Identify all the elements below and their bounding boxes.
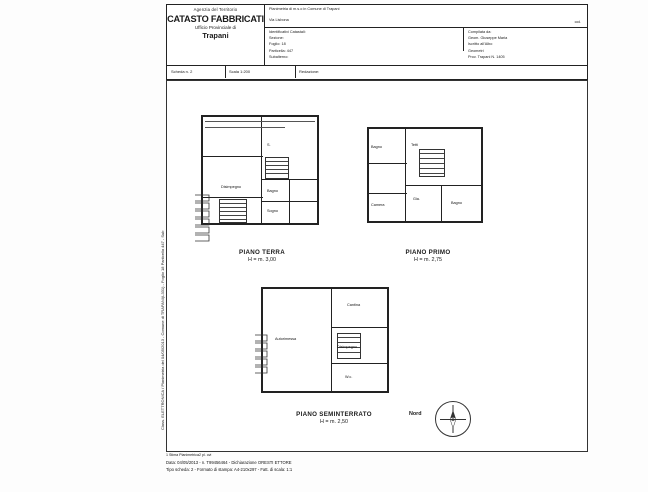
caption-piano-seminterrato — [259, 411, 409, 425]
identificativi-sezione: Sezione: — [269, 36, 284, 41]
caption-piano-primo — [365, 249, 491, 263]
room-label-tetti: Tetti — [411, 143, 418, 147]
room-label-bagno: Bagno — [267, 189, 278, 193]
room-label-bagno-primo: Bagno — [371, 145, 382, 149]
plan-piano-terra — [191, 101, 327, 241]
footer-date-line: Data: 04/05/2013 - n. T99456464 - Dichiarazione ORESTI ETTORE — [166, 460, 292, 465]
document-header — [166, 4, 588, 80]
redazione-label: Redazione: — [299, 69, 320, 74]
room-label-s: S. — [267, 143, 271, 147]
room-label-sogno: Sogno — [267, 209, 278, 213]
header-detail-block — [265, 5, 587, 65]
header-divider-horizontal — [265, 27, 587, 28]
plan-piano-seminterrato — [253, 281, 403, 405]
header-code-note: cod. — [574, 20, 581, 24]
room-label-autorimessa: Autorimessa — [275, 337, 297, 341]
compilatore-block — [468, 29, 507, 60]
footer-format-line: Tipo scheda: 2 - Formato di stampa: A4-210x297 - Fatt. di scala: 1:1 — [166, 467, 293, 472]
room-label-bagno2: Bagno — [451, 201, 462, 205]
room-label-disimpegno: Disimpegno — [221, 185, 242, 189]
header-address-line: Via Lisbona — [269, 18, 289, 22]
compass-needle-icon — [444, 410, 462, 428]
catasto-title: CATASTO FABBRICATI — [167, 14, 264, 24]
compass-label: Nord — [409, 411, 422, 417]
document-footer-notes — [166, 452, 586, 473]
office-label: Ufficio Provinciale di — [194, 25, 237, 30]
plan-piano-primo — [363, 123, 493, 241]
caption-text-primo: PIANO PRIMO — [405, 249, 451, 256]
room-label-camera: Camera — [371, 203, 385, 207]
room-label-wc: W.c. — [345, 375, 353, 379]
compilatore-name: Geom. Giuseppe Maria — [468, 36, 508, 41]
stairs-symbol — [265, 157, 289, 179]
header-subject-line: Planimetria di m.s.o in Comune di Trapani — [269, 7, 340, 11]
caption-text-seminterrato: PIANO SEMINTERRATO — [296, 411, 372, 418]
room-label-cantina: Cantina — [347, 303, 361, 307]
caption-height-primo: H = m. 2,75 — [413, 257, 442, 263]
caption-piano-terra — [199, 249, 325, 263]
header-footer-row — [167, 66, 587, 78]
room-label-gia: Gia. — [413, 197, 420, 201]
compilatore-geometri: Geometri — [468, 48, 484, 53]
compilatore-albo: Iscritto all'Albo — [468, 42, 493, 47]
scheda-number: Scheda n. 2 — [171, 69, 193, 74]
footer-scale-note: 1 Stima Planimetrica2 pl. ovi — [166, 453, 212, 457]
interior-stairs — [219, 199, 247, 223]
footer-divider-1 — [225, 66, 226, 78]
footer-divider-2 — [295, 66, 296, 78]
identificativi-block — [269, 29, 306, 60]
identificativi-label: Identificativi Catastali: — [269, 30, 306, 34]
drawing-area — [166, 80, 588, 452]
compass-rose — [435, 401, 471, 437]
ramp-symbol — [253, 333, 275, 395]
caption-height-terra: H = m. 3,00 — [247, 257, 276, 263]
compilatore-label: Compilata da: — [468, 30, 492, 34]
caption-text-terra: PIANO TERRA — [239, 249, 285, 256]
office-city: Trapani — [202, 31, 229, 40]
header-agency-block — [167, 5, 265, 65]
header-divider-vertical — [463, 27, 464, 51]
identificativi-particella: Particella: 447 — [269, 48, 294, 53]
stairs-symbol-primo — [419, 149, 445, 177]
side-metadata-text: Class. ELETTRONICA / Planimetria del 04/05/2013 - Comune di TRAPANI(L331) - Foglio 18 Particella 447 - Sub — [160, 230, 165, 430]
identificativi-subalterno: Subalterno: — [269, 54, 289, 59]
compilatore-provincia: Prov. Trapani N. 1405 — [468, 54, 505, 59]
scala-value: Scala 1:200 — [229, 69, 251, 74]
room-label-disimpegno-sem: Disimpegno — [337, 345, 358, 349]
agency-name: Agenzia del Territorio — [193, 7, 238, 12]
identificativi-foglio: Foglio: 18 — [269, 42, 286, 47]
caption-height-seminterrato: H = m. 2,50 — [319, 419, 348, 425]
